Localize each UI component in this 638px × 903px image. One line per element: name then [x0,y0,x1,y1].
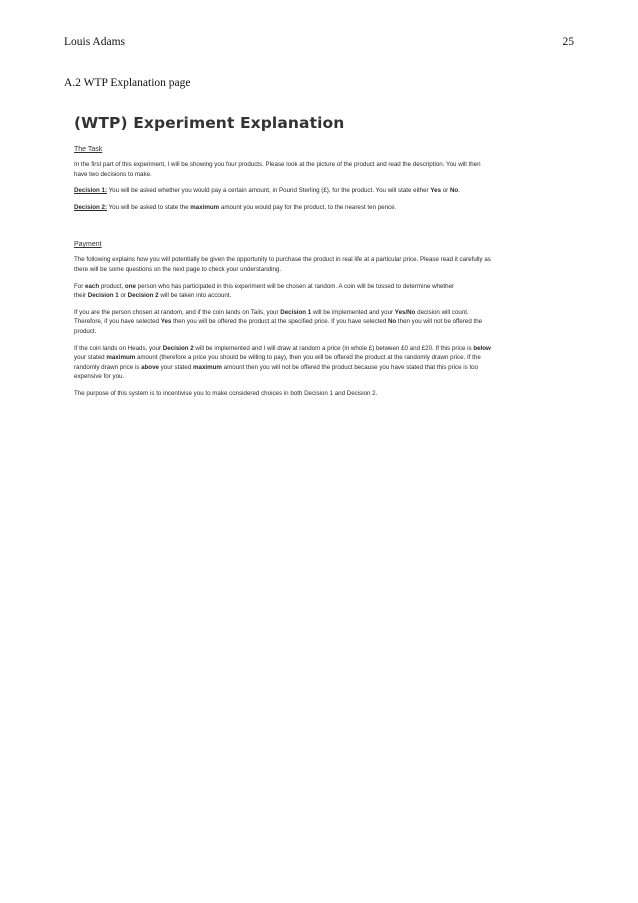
decision-2-maximum: maximum [190,203,220,211]
decision-1-no: No [449,187,459,195]
heads-text-a: If the coin lands on Heads, your [74,344,163,352]
decision-1-yes: Yes [430,187,442,195]
decision-1-text: You will be asked whether you would pay a certain amount, in Pound Sterling (£), for the product. You will state either [107,187,431,195]
task-heading: The Task [74,146,103,153]
heads-text-f: your stated [158,363,194,371]
heads-text-g: amount then you will not be offered the product because you have stated that this price is too [221,363,479,371]
heads-decision-2: Decision 2 [162,344,194,352]
heads-above: above [141,363,159,371]
selection-text-e: will be taken into account. [158,292,232,300]
selection-one: one [124,282,136,290]
tails-text-f: then you will not be offered the [396,318,483,326]
payment-intro-line-2: there will be some questions on the next page to check your understanding. [74,265,282,273]
selection-each: each [85,282,100,290]
payment-heads-paragraph [74,344,566,382]
tails-yes: Yes [160,318,172,326]
selection-text-a: For [74,282,86,290]
task-line-2: have two decisions to make. [74,170,152,178]
heads-text-c: your stated [74,354,107,362]
page-number: 25 [562,36,574,48]
tails-decision-1: Decision 1 [280,308,312,316]
decision-1-paragraph [74,186,566,196]
task-paragraph [74,160,566,179]
heads-text-b: will be implemented and I will draw at random a price (in whole £) between £0 and £20. If this price is [193,344,474,352]
experiment-title: (WTP) Experiment Explanation [74,114,345,132]
tails-text-c: decision will count. [415,308,469,316]
decision-2-paragraph [74,203,566,213]
tails-text-d: Therefore, if you have selected [74,318,161,326]
header-author: Louis Adams [64,36,126,48]
payment-purpose-paragraph: The purpose of this system is to incentivise you to make considered choices in both Decision 1 and Decision 2. [74,389,378,397]
section-heading: A.2 WTP Explanation page [64,77,191,89]
decision-1-end: . [458,187,460,195]
decision-1-or: or [441,187,450,195]
heads-maximum-2: maximum [193,363,222,371]
selection-text-d: their [74,292,88,300]
payment-heading: Payment [74,241,102,249]
payment-intro-line-1: The following explains how you will potentially be given the opportunity to purchase the product in real life at a particular price. Please read it carefully as [74,256,491,264]
tails-yes-no: Yes/No [394,308,416,316]
tails-text-g: product. [74,327,97,335]
decision-2-label: Decision 2: [74,203,108,211]
decision-1-label: Decision 1: [74,187,108,195]
heads-maximum-1: maximum [106,354,136,362]
selection-decision-1: Decision 1 [87,292,119,300]
experiment-screenshot [74,114,566,406]
selection-or: or [118,292,128,300]
heads-below: below [473,344,491,352]
decision-2-text: You will be asked to state the [107,203,191,211]
tails-text-b: will be implemented and your [311,308,395,316]
selection-text-c: person who has participated in this experiment will be chosen at random. A coin will be tossed to determine whether [135,282,455,290]
tails-text-e: then you will be offered the product at the specified price. If you have selected [171,318,388,326]
payment-tails-paragraph [74,308,566,337]
heads-text-d: amount (therefore a price you should be willing to pay), then you will be offered the product at the randomly drawn price. If the [135,354,481,362]
selection-decision-2: Decision 2 [127,292,159,300]
decision-2-text-end: amount you would pay for the product, to the nearest ten pence. [219,203,397,211]
payment-selection-paragraph [74,282,566,301]
task-line-1: In the first part of this experiment, I will be showing you four products. Please look at the picture of the product and read the description. You will then [74,161,481,168]
heads-text-e: randomly drawn price is [74,363,142,371]
heads-text-h: expensive for you. [74,373,125,381]
tails-no: No [387,318,397,326]
payment-intro-paragraph [74,255,566,274]
selection-text-b: product, [99,282,125,290]
tails-text-a: If you are the person chosen at random, and if the coin lands on Tails, your [74,308,281,316]
